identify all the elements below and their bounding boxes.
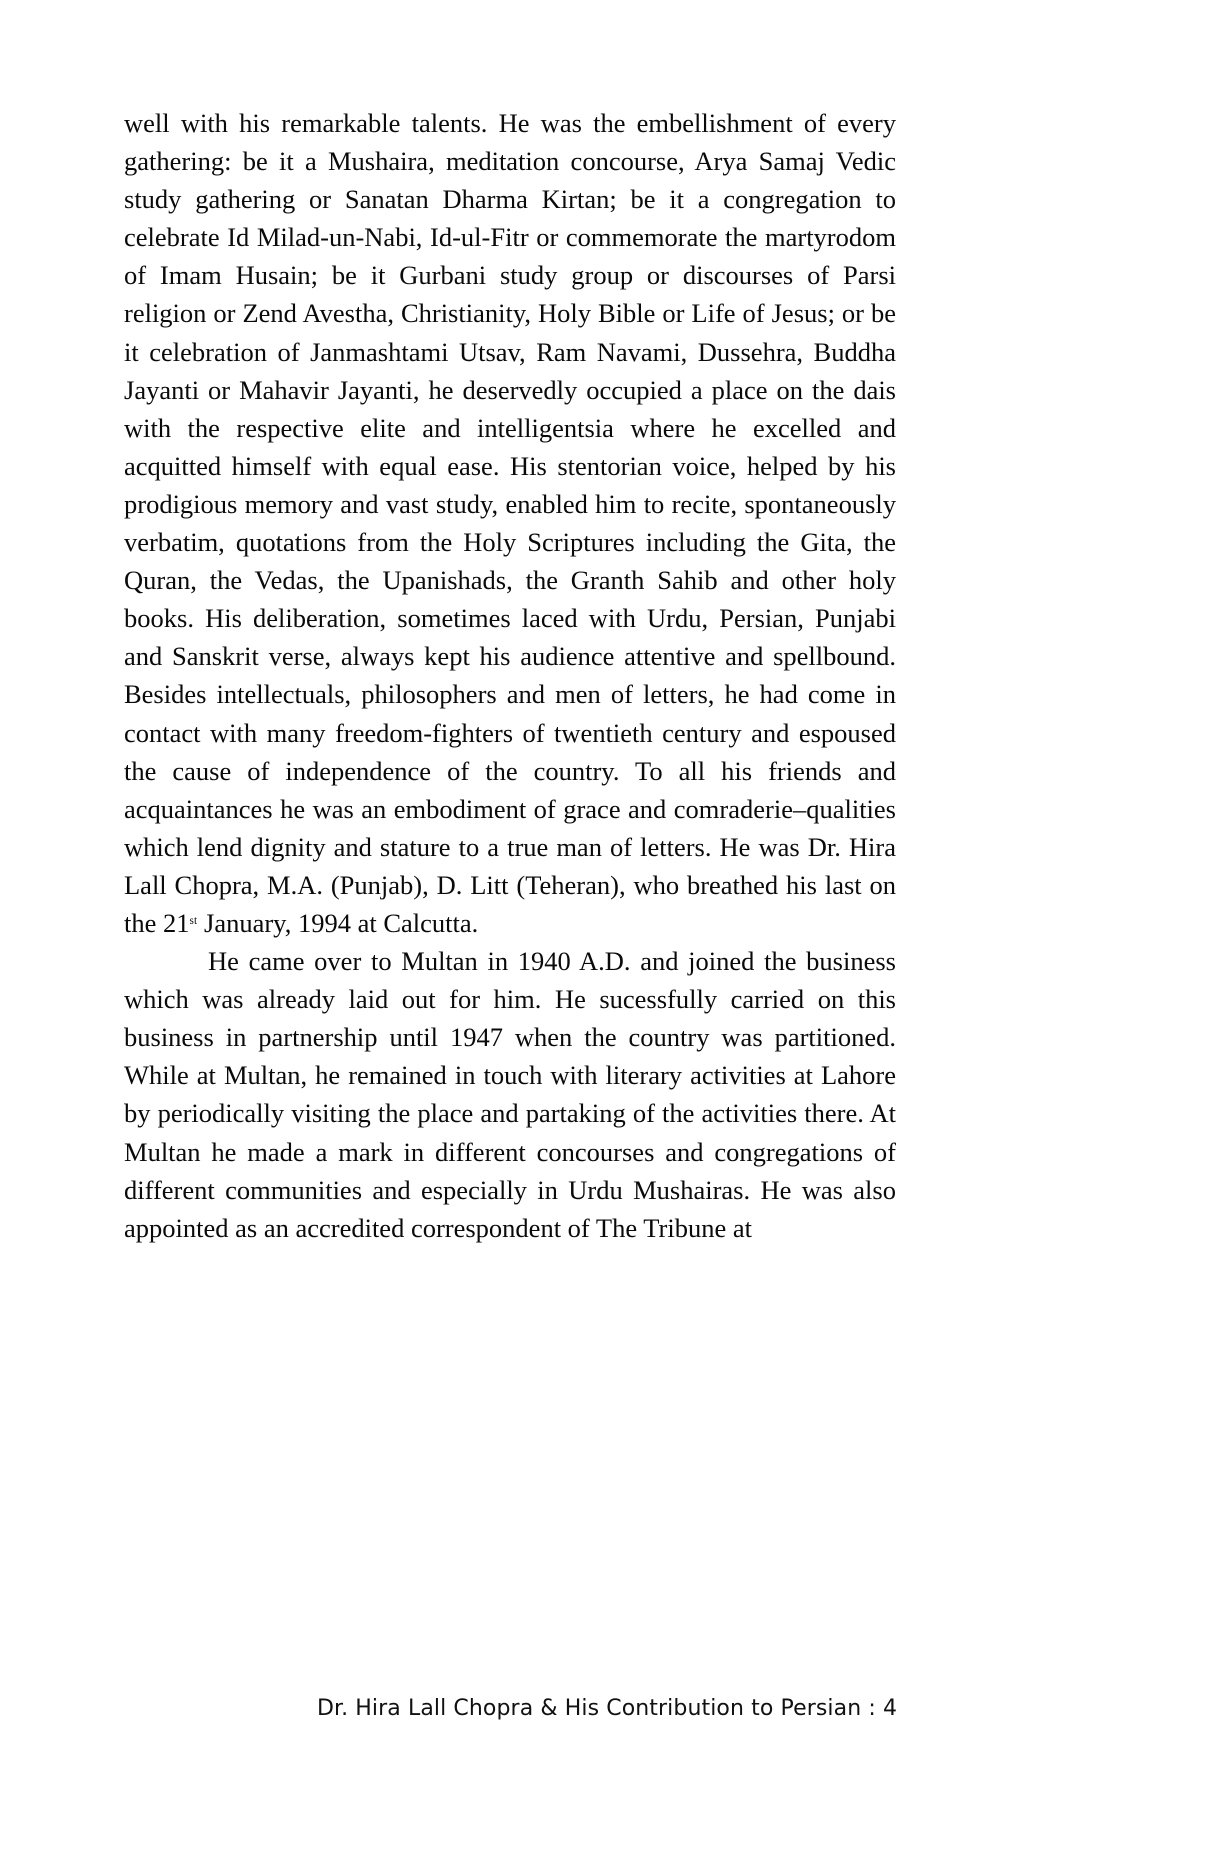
- paragraph-1-text: well with his remarkable talents. He was the embellishment of every gathering: be it a Mushaira, meditation concourse, Arya Samaj Vedic study gathering or Sanatan Dharma Kirtan; be it a congregation to celebrate Id Milad-un-Nabi, Id-ul-Fitr or commemorate the martyrodom of Imam Husain; be it Gurbani study group or discourses of Parsi religion or Zend Avestha, Christianity, Holy Bible or Life of Jesus; or be it celebration of Janmashtami Utsav, Ram Navami, Dussehra, Buddha Jayanti or Mahavir Jayanti, he deservedly occupied a place on the dais with the respective elite and intelligentsia where he excelled and acquitted himself with equal ease. His stentorian voice, helped by his prodigious memory and vast study, enabled him to recite, spontaneously verbatim, quotations from the Holy Scriptures including the Gita, the Quran, the Vedas, the Upanishads, the Granth Sahib and other holy books. His deliberation, sometimes laced with Urdu, Persian, Punjabi and Sanskrit verse, always kept his audience attentive and spellbound. Besides intellectuals, philosophers and men of letters, he had come in contact with many freedom-fighters of twentieth century and espoused the cause of independence of the country. To all his friends and acquaintances he was an embodiment of grace and comraderie–qualities which lend dignity and stature to a true man of letters. He was Dr. Hira Lall Chopra, M.A. (Punjab), D. Litt (Teheran), who breathed his last on the 21: [124, 108, 896, 938]
- ordinal-suffix-st: st: [189, 914, 198, 927]
- body-paragraph-2: He came over to Multan in 1940 A.D. and joined the business which was already laid out for him. He sucessfully carried on this business in partnership until 1947 when the country was partitioned. While at Multan, he remained in touch with literary activities at Lahore by periodically visiting the place and partaking of the activities there. At Multan he made a mark in different concourses and congregations of different communities and especially in Urdu Mushairas. He was also appointed as an accredited correspondent of The Tribune at: [124, 946, 896, 1243]
- page-footer: Dr. Hira Lall Chopra & His Contribution to Persian : 4: [316, 1696, 898, 1721]
- page-text-column: [124, 104, 896, 1247]
- paragraph-1-tail-text: January, 1994 at Calcutta.: [197, 907, 479, 938]
- body-paragraph-1: [124, 104, 896, 942]
